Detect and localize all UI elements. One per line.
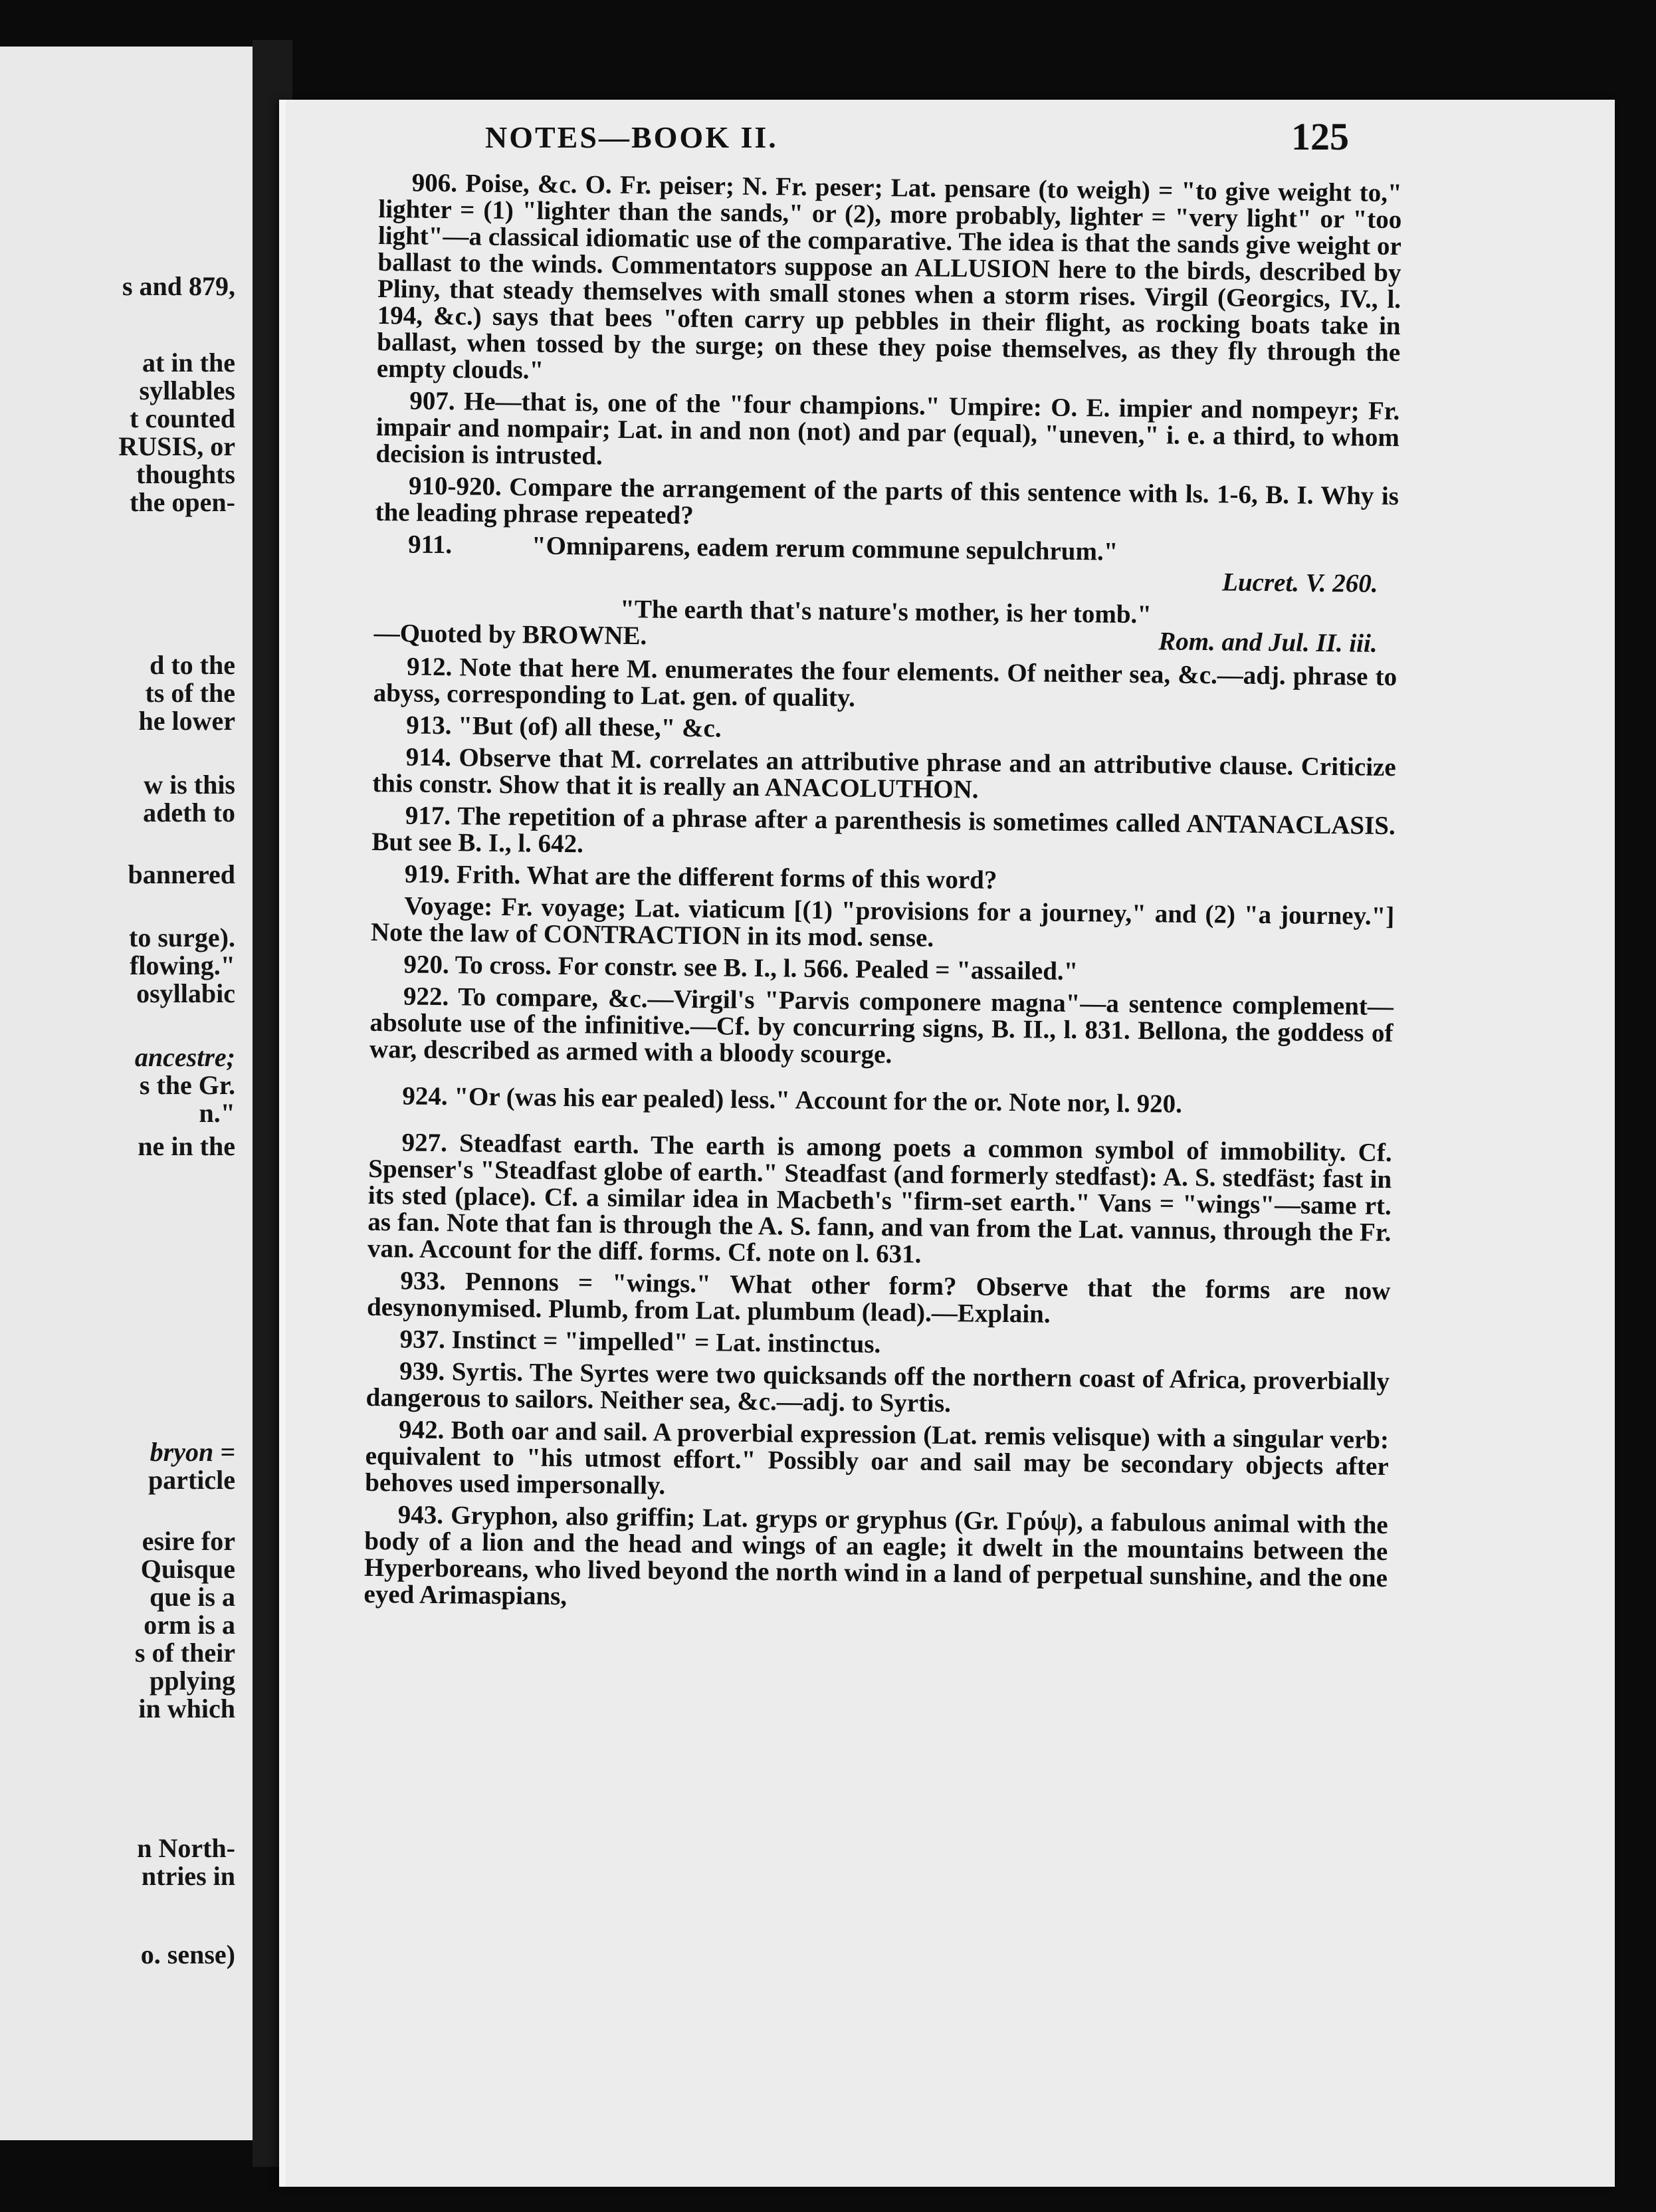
note-937: 937. Instinct = "impelled" = Lat. instinctus. (399, 1325, 881, 1359)
note-927: 927. Steadfast earth. The earth is among poets a common symbol of immobility. Cf. Spenser's "Steadfast globe of earth." Steadfast (and formerly stedfast): A. S. stedfäst; fast in its sted (place). Cf. a similar idea in Macbeth's "firm-set earth." Vans = "wings"—same rt. as fan. Note that fan is through the A. S. fann, and van from the Lat. vannus, through the Fr. van. Account for the diff. forms. Cf. note on l. 631. (367, 1128, 1392, 1269)
left-line: the open- (130, 487, 235, 517)
left-line: s and 879, (122, 271, 235, 301)
note-911-label: 911. (407, 530, 453, 560)
left-line: orm is a (144, 1610, 235, 1640)
left-line: d to the (150, 650, 235, 680)
left-line: bannered (128, 859, 235, 889)
left-line: thoughts (136, 459, 235, 489)
left-line: Quisque (140, 1554, 235, 1584)
note-920: 920. To cross. For constr. see B. I., l. 566. Pealed = "assailed." (403, 950, 1079, 986)
left-line: w is this (144, 770, 235, 800)
note-907: 907. He—that is, one of the "four champions." Umpire: O. E. impier and nompeyr; Fr. impair and nompair; Lat. in and non (not) and par (equal), "uneven," i. e. a third, to whom decision is intrusted. (375, 386, 1400, 471)
english-quote-source: Rom. and Jul. II. iii. (1158, 627, 1378, 658)
note-924: 924. "Or (was his ear pealed) less." Account for the or. Note nor, l. 920. (402, 1081, 1183, 1119)
note-906: 906. Poise, &c. O. Fr. peiser; N. Fr. peser; Lat. pensare (to weigh) = "to give weight to," lighter = (1) "lighter than the sands," or (2), more probably, lighter = "very light" or "too light"—a classical idiomatic use of the comparative. The idea is that the sands give weight or ballast to the winds. Commentators suppose an ALLUSION here to the birds, described by Pliny, that steady themselves with small stones when a storm rises. Virgil (Georgics, IV., l. 194, &c.) says that bees "often carry up pebbles in their flight, as rocking boats take in ballast, when tossed by the surge; on these they poise themselves, as they fly through the empty clouds." (376, 168, 1402, 385)
notes-text (363, 169, 1402, 1624)
note-911 (373, 531, 1398, 657)
note-914: 914. Observe that M. correlates an attributive phrase and an attributive clause. Criticize this constr. Show that it is really an ANACOLUTHON. (372, 742, 1396, 804)
left-line: que is a (150, 1582, 235, 1612)
latin-quote-source: Lucret. V. 260. (1221, 568, 1378, 598)
left-line: at in the (142, 348, 235, 378)
left-line: n North- (137, 1833, 235, 1863)
left-line: syllables (139, 376, 235, 405)
note-922: 922. To compare, &c.—Virgil's "Parvis componere magna"—a sentence complement—absolute use of the infinitive.—Cf. by concurring signs, B. II., l. 831. Bellona, the goddess of war, described as armed with a bloody scourge. (369, 982, 1394, 1069)
facing-page-fragment (0, 47, 257, 2140)
note-912: 912. Note that here M. enumerates the four elements. Of neither sea, &c.—adj. phrase to abyss, corresponding to Lat. gen. of quality. (373, 652, 1397, 713)
latin-quote: "Omniparens, eadem rerum commune sepulchrum." (531, 531, 1118, 566)
left-line: he lower (138, 706, 235, 736)
note-919: 919. Frith. What are the different forms of this word? (404, 859, 997, 895)
left-line: n." (199, 1098, 235, 1128)
left-line: ne in the (138, 1131, 235, 1161)
left-line: t counted (130, 403, 235, 433)
left-line: s of their (134, 1638, 235, 1668)
note-943: 943. Gryphon, also griffin; Lat. gryps or gryphus (Gr. Γρύψ), a fabulous animal with the body of a lion and the head and wings of an eagle; it dwelt in the mountains between the Hyperboreans, who lived beyond the north wind in a land of perpetual sunshine, and the one eyed Arimaspians, (363, 1500, 1388, 1611)
left-line: o. sense) (140, 1939, 235, 1969)
note-939: 939. Syrtis. The Syrtes were two quicksands off the northern coast of Africa, proverbially dangerous to sailors. Neither sea, &c.—adj. to Syrtis. (365, 1357, 1390, 1418)
page-title: NOTES—BOOK II. (485, 120, 778, 154)
left-line: adeth to (143, 798, 235, 828)
quoted-by: —Quoted by BROWNE. (373, 618, 647, 651)
left-line: pplying (150, 1666, 235, 1696)
left-line: s the Gr. (139, 1070, 235, 1100)
left-line: ancestre; (134, 1042, 235, 1072)
english-quote: "The earth that's nature's mother, is her tomb." (619, 594, 1152, 629)
page-number: 125 (1291, 115, 1349, 158)
note-917: 917. The repetition of a phrase after a parenthesis is sometimes called ANTANACLASIS. But see B. I., l. 642. (371, 801, 1396, 859)
note-942: 942. Both oar and sail. A proverbial expression (Lat. remis velisque) with a singular verb: equivalent to "his utmost effort." Possibly oar and sail may be secondary objects after behoves used impersonally. (365, 1415, 1390, 1500)
note-910-920: 910-920. Compare the arrangement of the parts of this sentence with ls. 1-6, B. I. Why is the leading phrase repeated? (375, 471, 1399, 530)
left-line: to surge). (129, 923, 235, 952)
left-line: flowing." (130, 950, 235, 980)
left-line: bryon = (150, 1437, 235, 1467)
left-line: particle (148, 1465, 235, 1495)
note-voyage: Voyage: Fr. voyage; Lat. viaticum [(1) "provisions for a journey," and (2) "a journey."] Note the law of CONTRACTION in its mod. sense. (370, 891, 1395, 952)
left-line: ts of the (145, 678, 235, 708)
note-933: 933. Pennons = "wings." What other form? Observe that the forms are now desynonymised. Plumb, from Lat. plumbum (lead).—Explain. (366, 1266, 1391, 1329)
left-line: in which (138, 1694, 235, 1723)
running-head (485, 115, 1349, 160)
left-line: osyllabic (136, 978, 235, 1008)
left-line: esire for (142, 1526, 235, 1556)
left-line: RUSIS, or (118, 431, 235, 461)
note-913: 913. "But (of) all these," &c. (406, 711, 722, 743)
left-line: ntries in (141, 1861, 235, 1891)
